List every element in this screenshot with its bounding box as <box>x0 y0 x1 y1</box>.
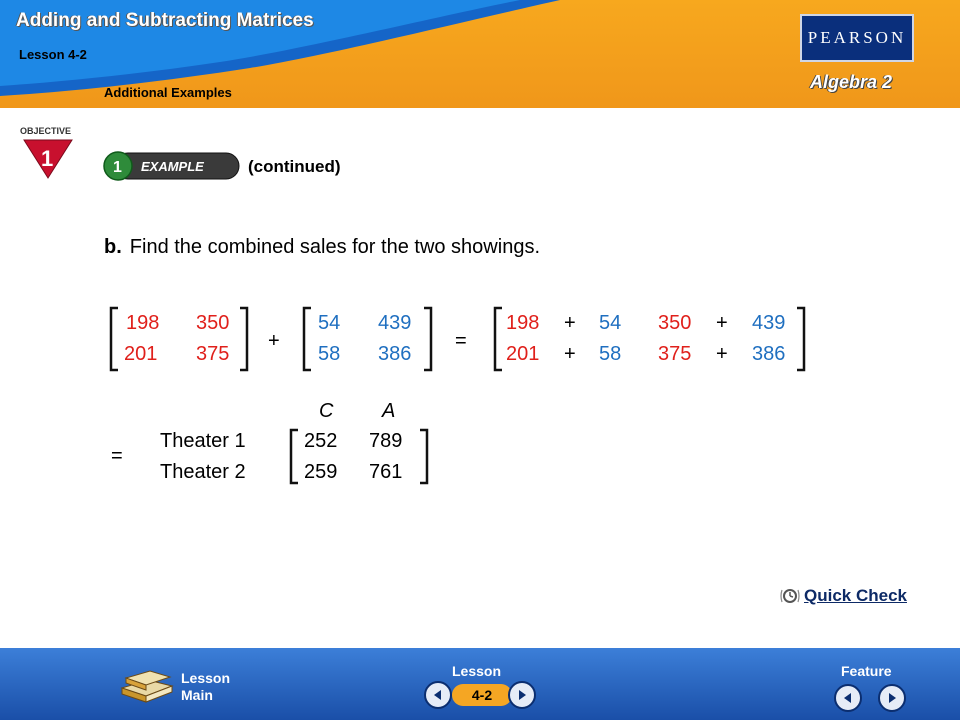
sum-cell-a: 350 <box>658 312 692 334</box>
quick-check-icon <box>780 586 800 606</box>
matrix-a-cell: 350 <box>196 312 230 334</box>
books-icon[interactable] <box>118 666 176 708</box>
sum-cell-b: 439 <box>752 312 786 334</box>
objective-number: 1 <box>41 146 54 171</box>
example-number: 1 <box>113 159 122 176</box>
result-row-label: Theater 2 <box>160 461 246 483</box>
quick-check-link[interactable] <box>780 586 907 606</box>
lesson-main-label[interactable]: Main <box>181 687 213 703</box>
sum-plus: + <box>716 343 728 365</box>
matrix-a-cell: 201 <box>124 343 158 365</box>
result-cell: 252 <box>304 430 338 452</box>
lesson-prev-button[interactable] <box>424 681 452 709</box>
result-column-header: A <box>382 400 396 422</box>
lesson-nav-label: Lesson <box>452 663 502 679</box>
triangle-left-icon <box>432 689 444 701</box>
plus-sign: + <box>268 330 280 352</box>
sum-plus: + <box>716 312 728 334</box>
triangle-right-icon <box>516 689 528 701</box>
example-label: EXAMPLE <box>141 159 204 174</box>
continued-label: (continued) <box>248 157 341 176</box>
sum-plus: + <box>564 312 576 334</box>
footer-nav-bar <box>0 648 960 720</box>
lesson-next-button[interactable] <box>508 681 536 709</box>
feature-prev-button[interactable] <box>834 684 862 712</box>
lesson-number-badge: 4-2 <box>452 684 512 706</box>
triangle-right-icon <box>886 692 898 704</box>
problem-letter: b. <box>104 236 122 258</box>
lesson-number-label: Lesson 4-2 <box>19 47 87 62</box>
sum-plus: + <box>564 343 576 365</box>
feature-next-button[interactable] <box>878 684 906 712</box>
result-column-header: C <box>319 400 334 422</box>
lesson-title: Adding and Subtracting Matrices <box>16 10 314 31</box>
quick-check-label[interactable]: Quick Check <box>804 586 907 605</box>
sum-cell-a: 375 <box>658 343 692 365</box>
result-equals-sign: = <box>111 445 123 467</box>
problem-text: Find the combined sales for the two showings. <box>129 236 540 258</box>
section-subtitle: Additional Examples <box>104 85 232 100</box>
result-cell: 259 <box>304 461 338 483</box>
sum-cell-b: 386 <box>752 343 786 365</box>
feature-nav-label: Feature <box>841 663 892 679</box>
sum-cell-b: 58 <box>599 343 622 365</box>
objective-label: OBJECTIVE <box>20 126 72 136</box>
result-cell: 761 <box>369 461 403 483</box>
equals-sign: = <box>455 330 467 352</box>
sum-cell-a: 198 <box>506 312 540 334</box>
matrix-b-cell: 386 <box>378 343 412 365</box>
matrix-a-cell: 198 <box>126 312 160 334</box>
course-name: Algebra 2 <box>810 72 893 92</box>
lesson-main-label[interactable]: Lesson <box>181 670 231 686</box>
matrix-a-cell: 375 <box>196 343 230 365</box>
sum-cell-b: 54 <box>599 312 622 334</box>
pearson-logo: PEARSON <box>800 14 914 62</box>
matrix-b-cell: 54 <box>318 312 341 334</box>
matrix-b-cell: 58 <box>318 343 341 365</box>
lesson-main-link[interactable] <box>181 670 230 704</box>
matrix-b-cell: 439 <box>378 312 412 334</box>
result-cell: 789 <box>369 430 403 452</box>
result-row-label: Theater 1 <box>160 430 246 452</box>
sum-cell-a: 201 <box>506 343 540 365</box>
triangle-left-icon <box>842 692 854 704</box>
